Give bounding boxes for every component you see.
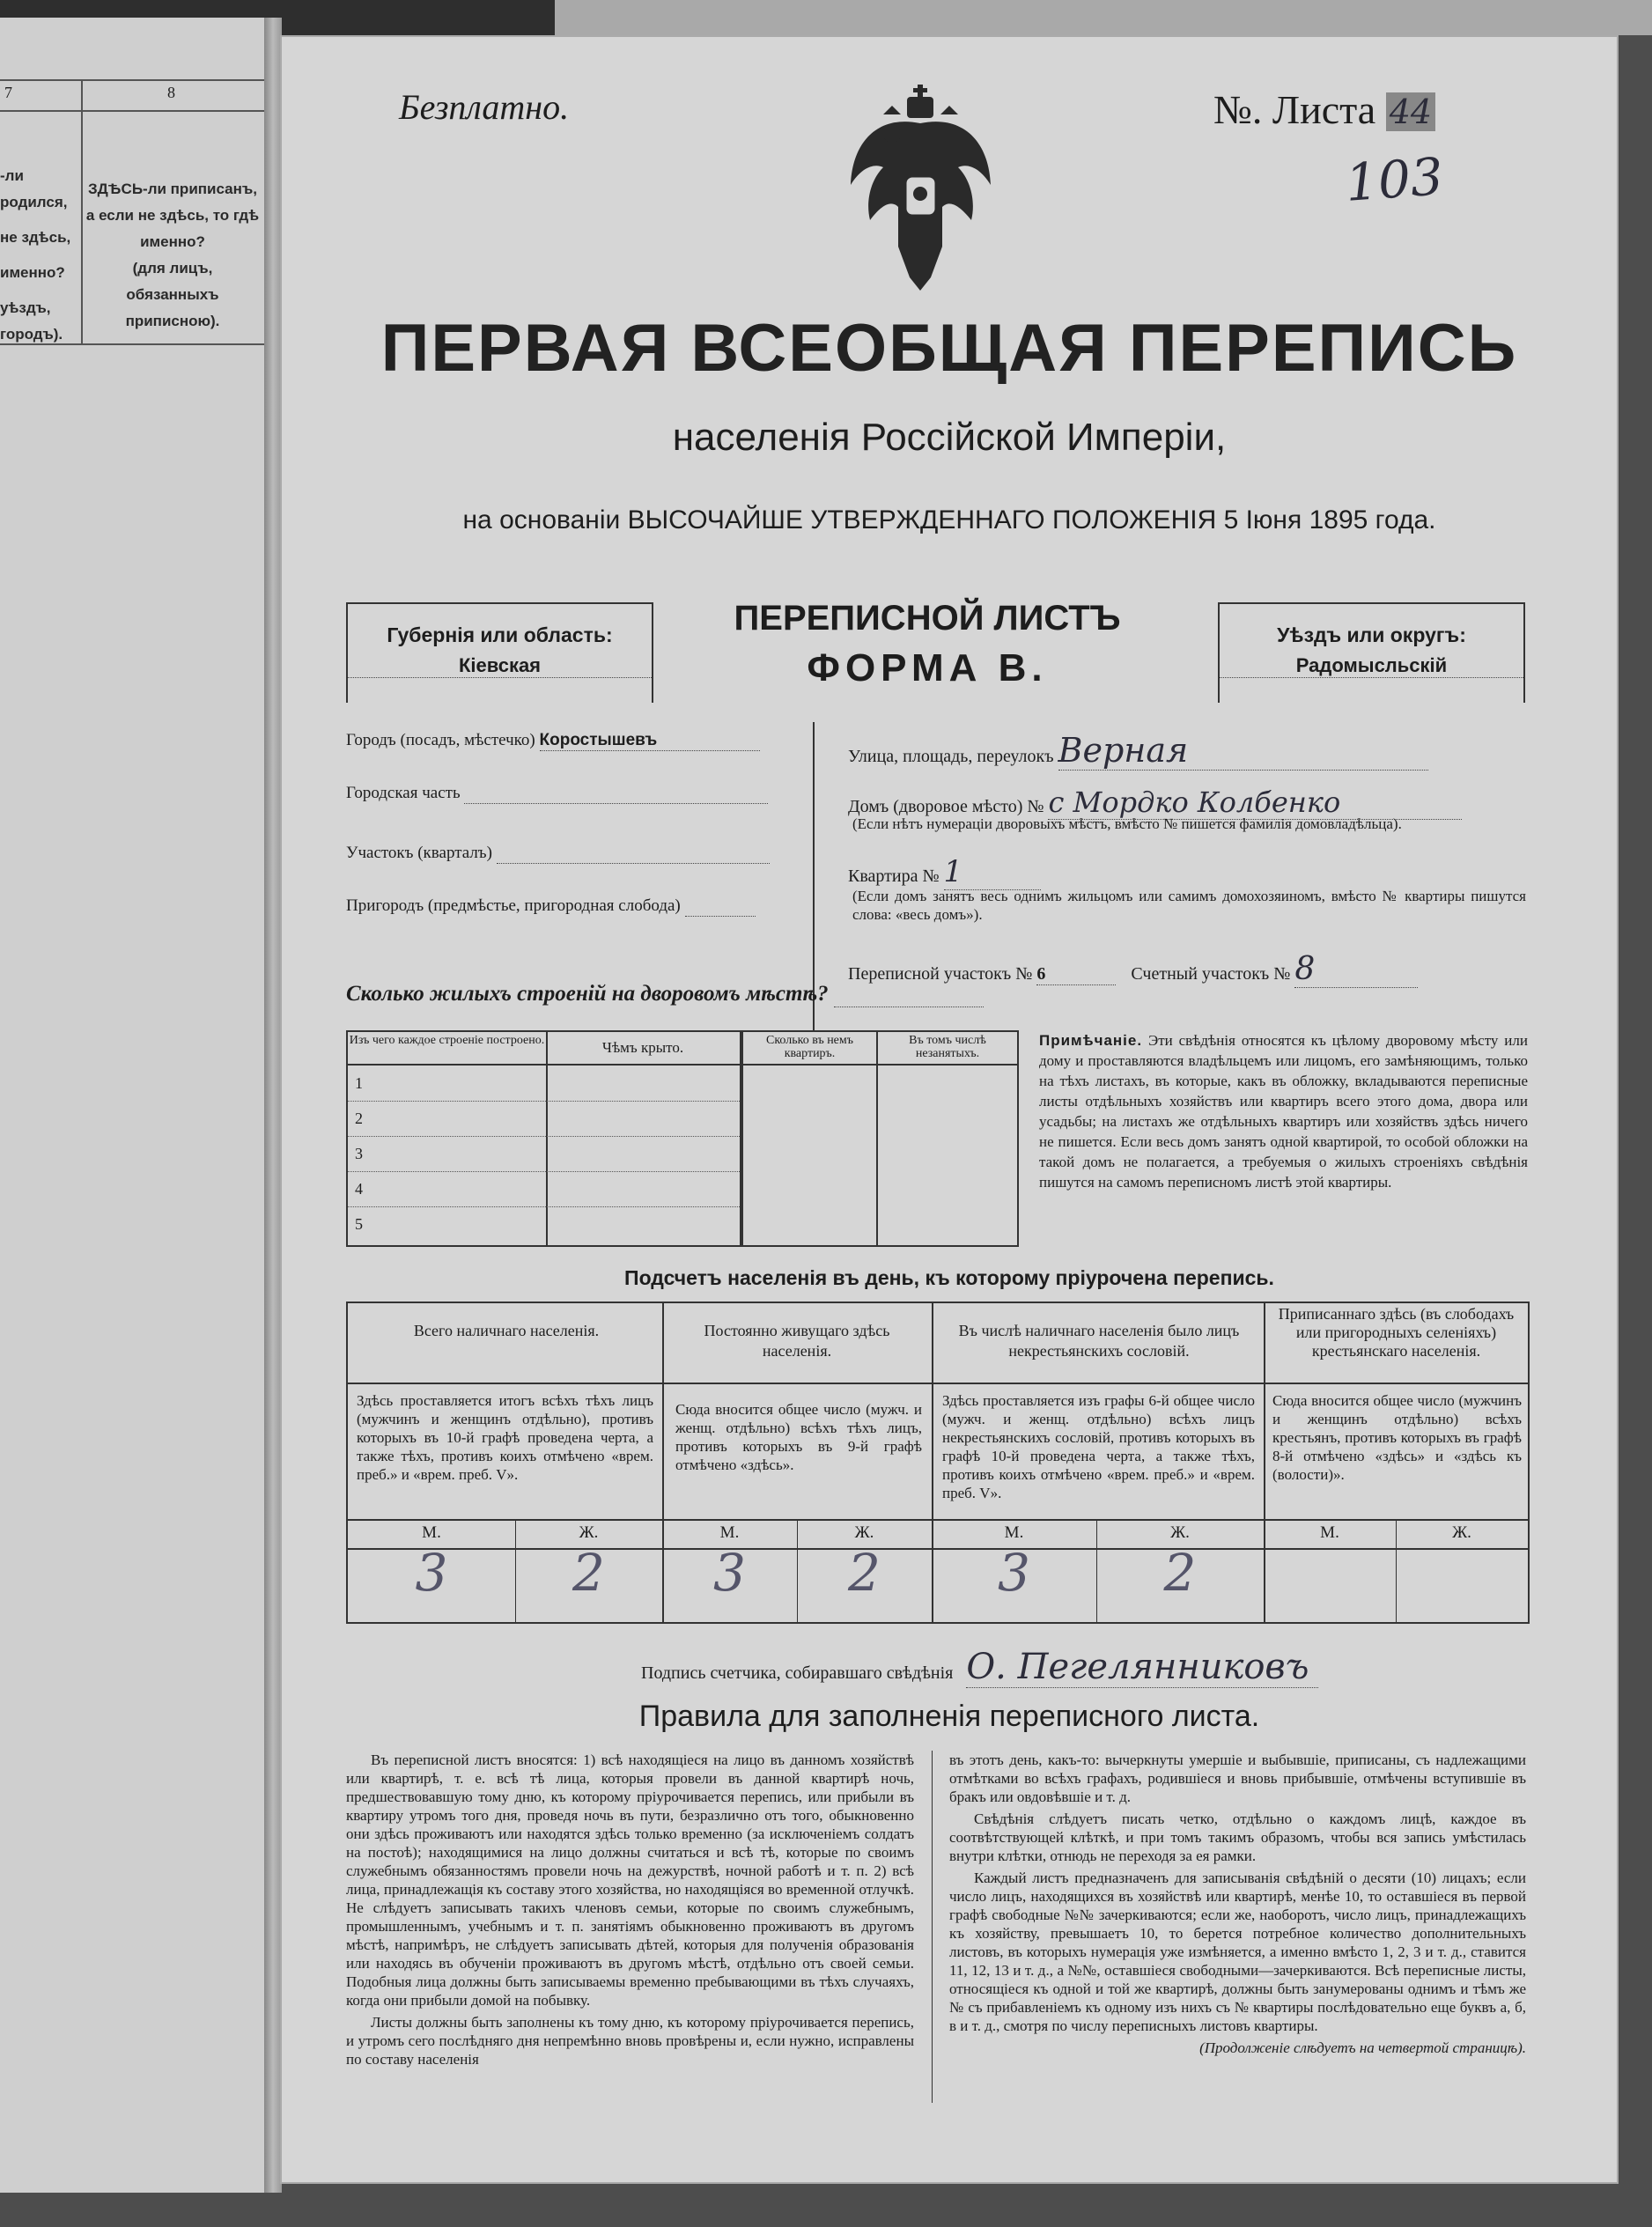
- left-rule: [0, 110, 264, 112]
- col8-line: а если не здѣсь, то гдѣ: [85, 207, 260, 224]
- province-label: Губернія или область:: [387, 623, 613, 646]
- suburb-field[interactable]: [685, 896, 756, 917]
- main-title: ПЕРВАЯ ВСЕОБЩАЯ ПЕРЕПИСЬ: [380, 311, 1518, 386]
- city-district-label: Городская часть: [346, 784, 461, 802]
- census-area-value: 6: [1036, 964, 1116, 985]
- city-row: [346, 731, 795, 751]
- pop-col-divider: [1264, 1303, 1265, 1622]
- fragment-line: именно?: [0, 264, 65, 281]
- count-area-label: Счетный участокъ №: [1131, 964, 1291, 984]
- precinct-row: [346, 844, 795, 864]
- signature-label: Подпись счетчика, собиравшаго свѣдѣнія: [641, 1663, 954, 1683]
- rules-column-divider: [932, 1751, 933, 2103]
- row-rule: [348, 1136, 740, 1137]
- street-value: Верная: [1058, 731, 1428, 771]
- pop-col2-male-value: 3: [713, 1543, 746, 1603]
- note-text: Эти свѣдѣнія относятся къ цѣлому дворовому мѣсту или дому и проставляются владѣльцемъ или лицомъ, его замѣняющимъ, только на тѣхъ листахъ, въ которые, какъ въ обложку, вкладываются переписные листы отдѣльныхъ хозяйствъ или квартиръ всего этого дома, двора или усадьбы; на листахъ же отдѣльныхъ квартиръ или хозяйствъ здѣсь ничего не пишется. Если весь домъ занятъ одной квартирой, то особой обложки на такой домъ не полагается, а требуемыя о жилыхъ строеніяхъ свѣдѣнія пишутся на самомъ переписномъ листѣ этой квартиры.: [1039, 1032, 1528, 1191]
- apartment-note: (Если домъ занятъ весь однимъ жильцомъ или самимъ домохозяиномъ, вмѣсто № квартиры пишутся слова: «весь домъ»).: [852, 888, 1526, 923]
- left-col-divider: [81, 79, 83, 343]
- female-label: Ж.: [854, 1523, 874, 1542]
- free-label: Безплатно.: [399, 87, 570, 127]
- signature-row: [641, 1647, 1522, 1688]
- street-label: Улица, площадь, переулокъ: [848, 747, 1054, 766]
- row-rule: [348, 1101, 740, 1102]
- col-header-apartments: Сколько въ немъ квартиръ.: [765, 1034, 853, 1060]
- city-label: Городъ (посадъ, мѣстечко): [346, 731, 535, 749]
- district-box: [1218, 602, 1525, 703]
- rules-continuation: (Продолженіе слѣдуетъ на четвертой страницѣ).: [1199, 2039, 1526, 2056]
- pop-col1-male-value: 3: [415, 1543, 448, 1603]
- pop-col3-male-value: 3: [998, 1543, 1030, 1603]
- rules-left-column: [346, 1751, 914, 2072]
- district-part-row: [346, 784, 795, 804]
- row-number: 3: [355, 1145, 363, 1162]
- population-heading: Подсчетъ населенія въ день, къ которому пріурочена перепись.: [624, 1266, 1274, 1289]
- pop-col3-body: Здѣсь проставляется изъ графы 6-й общее число (мужч. и женщ. отдѣльно) всѣхъ лицъ некрестьянскихъ сословій, противъ которыхъ въ графѣ 10-й проведена черта, а также тѣхъ, противъ коихъ отмѣчено «врем. преб.» и «врем. преб. V».: [942, 1392, 1255, 1501]
- col-header-vacant: Въ томъ числѣ незанятыхъ.: [909, 1034, 986, 1060]
- rules-right-column: [949, 1751, 1526, 2061]
- col-header-roof: Чѣмъ крыто.: [601, 1039, 684, 1056]
- rules-paragraph: Свѣдѣнія слѣдуетъ писать четко, отдѣльно о каждомъ лицѣ, каждое въ соотвѣтствующей клѣткѣ, и при томъ такимъ образомъ, чтобы вся запись умѣстилась внутри клѣтки, отнюдь не переходя за ея рамки.: [949, 1810, 1526, 1864]
- note-block: [1039, 1030, 1528, 1192]
- row-rule: [348, 1171, 740, 1172]
- pop-col1-body: Здѣсь проставляется итогъ всѣхъ тѣхъ лицъ (мужчинъ и женщинъ отдѣльно), противъ которыхъ въ 10-й графѣ проведена черта, а также тѣхъ, противъ коихъ отмѣчено «врем. преб.» и «врем. преб. V».: [357, 1392, 653, 1483]
- pop-title-rule: [348, 1383, 1528, 1384]
- buildings-table: [346, 1030, 1019, 1247]
- buildings-count-field[interactable]: [834, 982, 984, 1007]
- fragment-line: уѣздъ, городъ).: [0, 299, 63, 343]
- pop-col4-body: Сюда вносится общее число (мужчинъ и женщинъ отдѣльно) всѣхъ крестьянъ, противъ которыхъ въ графѣ 8-й отмѣчено «здѣсь» и «здѣсь къ (волости)».: [1272, 1392, 1522, 1483]
- city-district-field[interactable]: [464, 784, 768, 804]
- precinct-label: Участокъ (кварталъ): [346, 844, 492, 862]
- col8-line: именно?: [140, 233, 205, 250]
- count-area-value: 8: [1294, 951, 1418, 988]
- row-number: 4: [355, 1180, 363, 1198]
- col8-number: 8: [167, 84, 175, 101]
- pop-col2-body: Сюда вносится общее число (мужч. и женщ. отдѣльно) всѣхъ тѣхъ лицъ, противъ которыхъ въ 9-й графѣ отмѣчено «здѣсь».: [675, 1401, 922, 1473]
- pop-col1-title: Всего наличнаго населенія.: [413, 1322, 600, 1339]
- male-label: М.: [422, 1523, 441, 1542]
- left-rule-top: [0, 79, 264, 81]
- fragment-line: -ли родился,: [0, 167, 68, 210]
- col-header-material: Изъ чего каждое строеніе построено.: [349, 1034, 545, 1047]
- pop-col2-female-value: 2: [848, 1543, 881, 1603]
- apartment-label: Квартира №: [848, 866, 940, 886]
- buildings-question: [346, 982, 984, 1007]
- house-label: Домъ (дворовое мѣсто) №: [848, 797, 1044, 816]
- rules-paragraph: Каждый листъ предназначенъ для записыванія свѣдѣній о десяти (10) лицахъ; если число лицъ, находящихся въ хозяйствѣ или квартирѣ, менѣе 10, то оставшіеся въ первой графѣ свободные №№ зачеркиваются; если же, наоборотъ, число лицъ, принадлежащихъ къ хозяйству, превышаетъ 10, то берется потребное количество дополнительныхъ листовъ, въ которыхъ нумерація уже измѣняется, а именно вмѣсто 1, 2, 3 и т. д., ставится 11, 12, 13 и т. д., а №№, оставшіеся свободными—зачеркиваются. Всѣ переписные листы, относящіеся къ одной и той же квартирѣ, должны быть занумерованы однимъ и тѣмъ же № съ прибавленіемъ къ одному изъ нихъ съ № квартиры послѣдовательно еще буквъ а, б, в и т. д., смотря по числу переписныхъ листовъ квартиры.: [949, 1869, 1526, 2034]
- district-value: Радомысльскій: [1220, 654, 1523, 678]
- apartment-value: 1: [944, 854, 1041, 890]
- house-value: с Мордко Колбенко: [1048, 785, 1462, 820]
- form-letter: ФОРМА В.: [807, 646, 1048, 689]
- male-label: М.: [1320, 1523, 1339, 1542]
- pop-col2-title: Постоянно живущаго здѣсь населенія.: [704, 1322, 890, 1360]
- female-label: Ж.: [1170, 1523, 1190, 1542]
- population-table: [346, 1302, 1530, 1624]
- suburb-label: Пригородъ (предмѣстье, пригородная слобода): [346, 896, 681, 915]
- district-label: Уѣздъ или округъ:: [1277, 623, 1466, 646]
- pop-col3-female-value: 2: [1163, 1543, 1197, 1603]
- col8-line: (для лицъ, обязанныхъ: [126, 260, 219, 303]
- female-label: Ж.: [1452, 1523, 1471, 1542]
- row-number: 2: [355, 1110, 363, 1127]
- precinct-field[interactable]: [497, 844, 770, 864]
- rules-paragraph: Листы должны быть заполнены къ тому дню, къ которому пріурочивается перепись, и утромъ сего послѣдняго дня непремѣнно вновь провѣрены и, если нужно, исправлены по составу населенія: [346, 2014, 914, 2068]
- note-title: Примѣчаніе.: [1039, 1032, 1143, 1049]
- male-label: М.: [719, 1523, 740, 1542]
- sheet-number: [1213, 86, 1435, 133]
- fragment-line: не здѣсь,: [0, 229, 71, 246]
- census-area-label: Переписной участокъ №: [848, 964, 1033, 984]
- female-label: Ж.: [579, 1523, 599, 1542]
- sheet-number-label: №. Листа: [1213, 87, 1376, 132]
- book-spine: [264, 18, 282, 2193]
- row-number: 1: [355, 1074, 363, 1092]
- apartment-row: [848, 854, 1535, 890]
- background-top-light: [555, 0, 1652, 35]
- pop-body-rule: [348, 1519, 1528, 1521]
- pop-col1-female-value: 2: [572, 1543, 605, 1603]
- basis-line: на основаніи ВЫСОЧАЙШЕ УТВЕРЖДЕННАГО ПОЛОЖЕНІЯ 5 Іюня 1895 года.: [462, 505, 1436, 535]
- row-number: 5: [355, 1215, 363, 1233]
- street-row: [848, 731, 1535, 771]
- pop-col3-title: Въ числѣ наличнаго населенія было лицъ некрестьянскихъ сословій.: [958, 1322, 1240, 1360]
- pop-col4-title: Приписаннаго здѣсь (въ слободахъ или пригородныхъ селеніяхъ) крестьянскаго населенія.: [1278, 1305, 1515, 1360]
- col8-line: ЗДѢСЬ-ли приписанъ,: [88, 181, 257, 197]
- buildings-question-text: Сколько жилыхъ строеній на дворовомъ мѣстѣ?: [346, 982, 829, 1006]
- rules-paragraph: Въ переписной листъ вносятся: 1) всѣ находящіеся на лицо въ данномъ хозяйствѣ или квартирѣ, т. е. всѣ тѣ лица, которыя провели въ данной квартирѣ ночь, предшествовавшую тому дню, къ которому пріурочивается перепись, или прибыли въ квартиру утромъ того дня, проведя ночь въ пути, безразлично отъ того, обыкновенно они здѣсь проживаютъ или находятся здѣсь только временно (за исключеніемъ солдатъ на постоѣ); находящимися на лицо должны считаться и всѣ тѣ, которые по своимъ служебнымъ обязанностямъ провели ночь на дежурствѣ, ночной работѣ и т. п. 2) всѣ лица, принадлежащія къ составу этого хозяйства, но находящіяся во временной отлучкѣ. Не слѣдуетъ записывать такихъ членовъ семьи, которые по своимъ служебнымъ, промышленнымъ, учебнымъ и т. п. занятіямъ обыкновенно проживаютъ въ другомъ мѣстѣ, напримѣръ, не слѣдуетъ записывать дѣтей, которыя для полученія образованія или находясь въ обученіи проживаютъ въ другомъ мѣстѣ, отдѣльно отъ своей семьи. Подобныя лица должны быть записываемы временно пребывающими въ тѣхъ случаяхъ, когда они прибыли домой на побывку.: [346, 1751, 914, 2009]
- subtitle: населенія Россійской Имперіи,: [672, 416, 1227, 459]
- suburb-row: [346, 896, 795, 917]
- rules-paragraph: въ этотъ день, какъ-то: вычеркнуты умершіе и выбывшіе, приписаны, съ надлежащими отмѣтками во всѣхъ графахъ, родившіеся и вновь прибывшіе, отмѣчены вступившіе въ бракъ или овдовѣвшіе и т. д.: [949, 1751, 1526, 1805]
- male-label: М.: [1004, 1523, 1024, 1542]
- left-page: [0, 18, 266, 2193]
- table-header-rule: [348, 1064, 1017, 1066]
- census-sheet: [280, 35, 1619, 2184]
- signature-value: О. Пегелянниковъ: [966, 1647, 1318, 1688]
- city-value: Коростышевъ: [540, 731, 760, 751]
- form-title: ПЕРЕПИСНОЙ ЛИСТЪ: [734, 599, 1121, 638]
- house-note: (Если нѣтъ нумераціи дворовыхъ мѣстъ, вмѣсто № пишется фамилія домовладѣльца).: [852, 815, 1402, 832]
- sheet-number-value: 44: [1386, 92, 1435, 131]
- col7-number: 7: [4, 84, 12, 101]
- rules-heading: Правила для заполненія переписного листа.: [638, 1700, 1260, 1733]
- province-value: Кіевская: [348, 654, 652, 678]
- row-rule: [348, 1206, 740, 1207]
- col7-fragment: [0, 163, 81, 348]
- imperial-eagle-icon: [844, 79, 998, 295]
- province-box: [346, 602, 653, 703]
- col8-heading: [85, 176, 261, 335]
- col8-line: приписною).: [125, 313, 220, 329]
- handwritten-sheet-number: 103: [1343, 146, 1445, 213]
